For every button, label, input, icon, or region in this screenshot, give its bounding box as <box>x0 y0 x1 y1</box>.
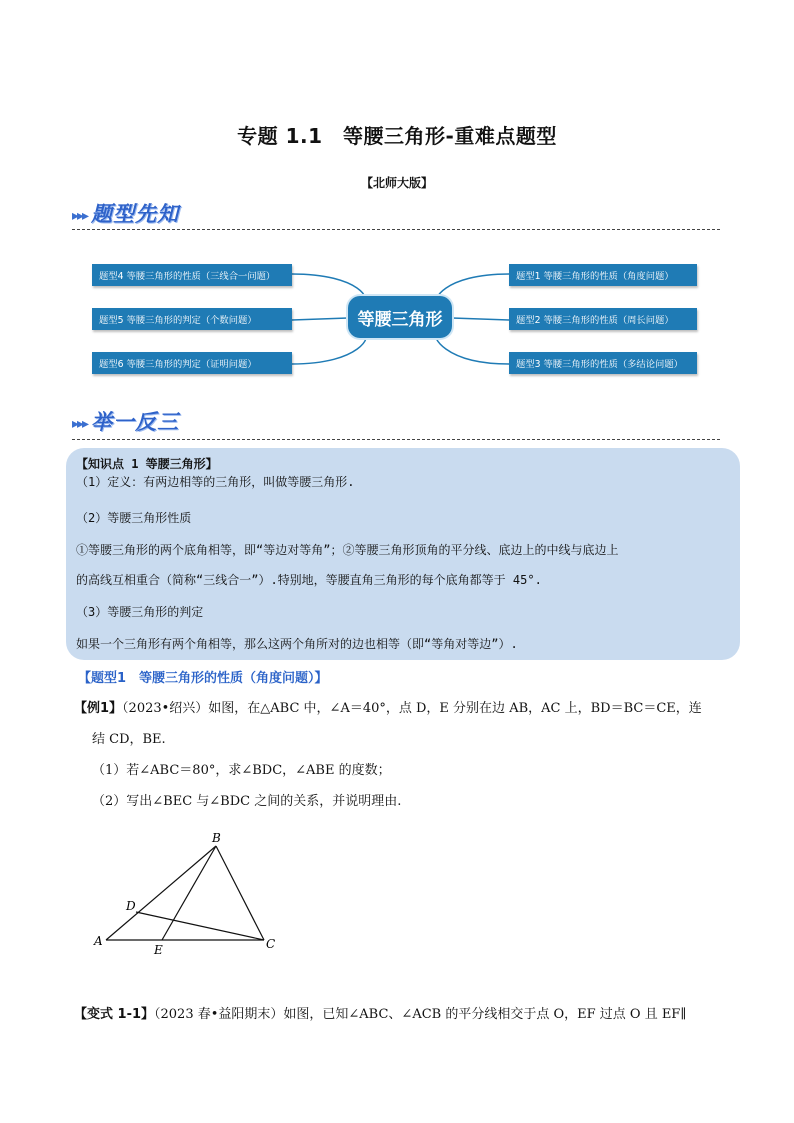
knowledge-line: 如果一个三角形有两个角相等，那么这两个角所对的边也相等（即“等角对等边”）. <box>76 637 518 651</box>
variant-text: （2023 春•益阳期末）如图，已知∠ABC、∠ACB 的平分线相交于点 O，EF 过点 O 且 EF∥ <box>154 1007 687 1022</box>
dashed-divider <box>72 229 720 230</box>
edition-label: 【北师大版】 <box>360 176 433 190</box>
knowledge-line: （3）等腰三角形的判定 <box>76 605 204 619</box>
label-A: A <box>94 934 103 948</box>
mindmap-node-type3: 题型3 等腰三角形的性质（多结论问题） <box>509 352 697 374</box>
mindmap-node-type1: 题型1 等腰三角形的性质（角度问题） <box>509 264 697 286</box>
knowledge-line: （2）等腰三角形性质 <box>76 511 192 525</box>
mindmap-node-type2: 题型2 等腰三角形的性质（周长问题） <box>509 308 697 330</box>
label-B: B <box>212 831 221 845</box>
knowledge-line: （1）定义：有两边相等的三角形，叫做等腰三角形. <box>76 475 355 489</box>
type1-heading: 【题型1 等腰三角形的性质（角度问题）】 <box>78 671 328 686</box>
mindmap-node-type5: 题型5 等腰三角形的判定（个数问题） <box>92 308 292 330</box>
dashed-divider <box>72 439 720 440</box>
example1-question2: （2）写出∠BEC 与∠BDC 之间的关系，并说明理由. <box>92 794 402 809</box>
label-D: D <box>126 899 136 913</box>
knowledge-line: 的高线互相重合（简称“三线合一”）.特别地，等腰直角三角形的每个底角都等于 45°. <box>76 573 542 587</box>
section-title: 举一反三 <box>91 410 180 434</box>
topic-mindmap <box>72 252 720 382</box>
page-title: 专题 1.1 等腰三角形-重难点题型 <box>237 124 557 148</box>
example1-question1: （1）若∠ABC＝80°，求∠BDC，∠ABE 的度数； <box>92 763 391 778</box>
example1-line2: 结 CD，BE. <box>92 732 166 747</box>
example-text: （2023•绍兴）如图，在△ABC 中，∠A＝40°，点 D，E 分别在边 AB，AC 上，BD＝BC＝CE，连 <box>122 701 702 716</box>
section-header-practice <box>72 406 179 436</box>
label-E: E <box>154 943 163 957</box>
triple-arrow-icon: ▸▸▸ <box>72 416 88 432</box>
mindmap-center-node: 等腰三角形 <box>348 296 452 338</box>
variant-label: 【变式 1-1】 <box>74 1007 155 1022</box>
triple-arrow-icon: ▸▸▸ <box>72 208 88 224</box>
variant1-line <box>74 1006 686 1024</box>
section-header-preview <box>72 198 179 228</box>
example1-line1 <box>74 700 702 718</box>
mindmap-node-type4: 题型4 等腰三角形的性质（三线合一问题） <box>92 264 292 286</box>
knowledge-point-box <box>66 448 740 660</box>
knowledge-title: 【知识点 1 等腰三角形】 <box>76 457 218 471</box>
example-label: 【例1】 <box>74 701 123 716</box>
knowledge-line: ①等腰三角形的两个底角相等，即“等边对等角”；②等腰三角形顶角的平分线、底边上的中线与底边上 <box>76 543 619 557</box>
section-title: 题型先知 <box>91 202 180 226</box>
triangle-figure <box>86 828 286 958</box>
mindmap-node-type6: 题型6 等腰三角形的判定（证明问题） <box>92 352 292 374</box>
label-C: C <box>266 937 276 951</box>
